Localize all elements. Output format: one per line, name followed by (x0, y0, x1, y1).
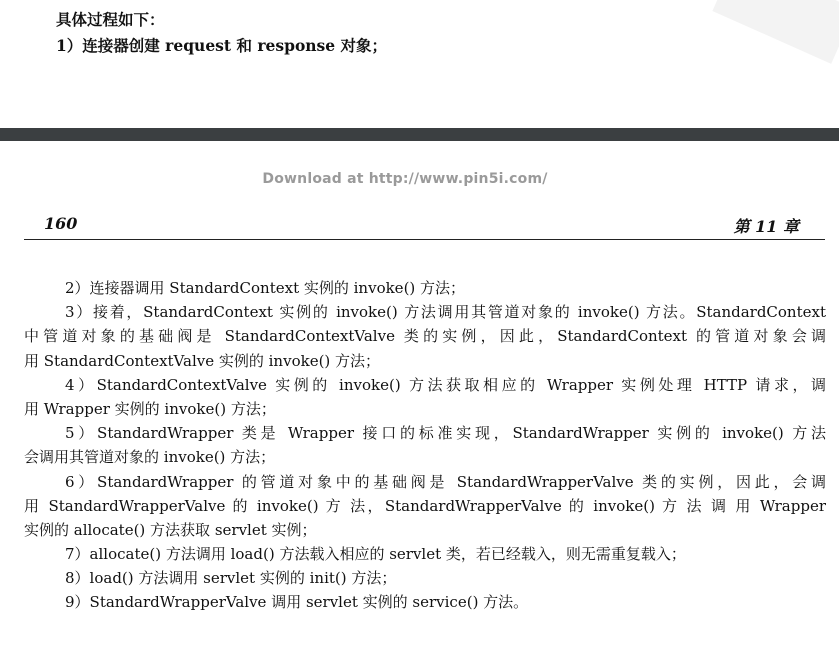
page-number: 160 (44, 214, 78, 233)
step-1-line: 1）连接器创建 request 和 response 对象； (56, 36, 388, 55)
process-intro-line: 具体过程如下： (56, 10, 165, 29)
step-6-line-2: 用 StandardWrapperValve 的 invoke() 方 法，StandardWrapperValve 的 invoke() 方 法 调 用 Wrapper (24, 496, 826, 515)
step-6-line-1: 6）StandardWrapper 的管道对象中的基础阀是 StandardWrapperValve 类的实例，因此，会调 (65, 472, 826, 491)
step-4-line-1: 4）StandardContextValve 实例的 invoke() 方法获取相应的 Wrapper 实例处理 HTTP 请求，调 (65, 375, 826, 394)
step-8-line: 8）load() 方法调用 servlet 实例的 init() 方法； (65, 569, 397, 588)
step-9-line: 9）StandardWrapperValve 调用 servlet 实例的 service() 方法。 (65, 593, 529, 612)
chapter-label: 第 11 章 (733, 217, 799, 236)
step-3-line-2: 中管道对象的基础阀是 StandardContextValve 类的实例，因此，StandardContext 的管道对象会调 (24, 327, 826, 346)
step-4-line-2: 用 Wrapper 实例的 invoke() 方法； (24, 399, 276, 418)
step-5-line-2: 会调用其管道对象的 invoke() 方法； (24, 448, 276, 467)
step-2-line: 2）连接器调用 StandardContext 实例的 invoke() 方法； (65, 279, 466, 297)
page-break-bar (0, 128, 839, 141)
header-rule (24, 239, 825, 240)
step-7-line: 7）allocate() 方法调用 load() 方法载入相应的 servlet 类，若已经载入，则无需重复载入； (65, 545, 686, 564)
step-6-line-3: 实例的 allocate() 方法获取 servlet 实例； (24, 520, 317, 539)
step-5-line-1: 5）StandardWrapper 类是 Wrapper 接口的标准实现，StandardWrapper 实例的 invoke() 方法 (65, 424, 826, 443)
download-watermark: Download at http://www.pin5i.com/ (262, 171, 548, 187)
previous-page-fragment (0, 0, 839, 126)
body-text (24, 276, 826, 615)
page-fold-shadow (712, 0, 839, 64)
step-3-line-1: 3）接着，StandardContext 实例的 invoke() 方法调用其管道对象的 invoke() 方法。StandardContext (65, 303, 826, 322)
step-3-line-3: 用 StandardContextValve 实例的 invoke() 方法； (24, 351, 381, 370)
